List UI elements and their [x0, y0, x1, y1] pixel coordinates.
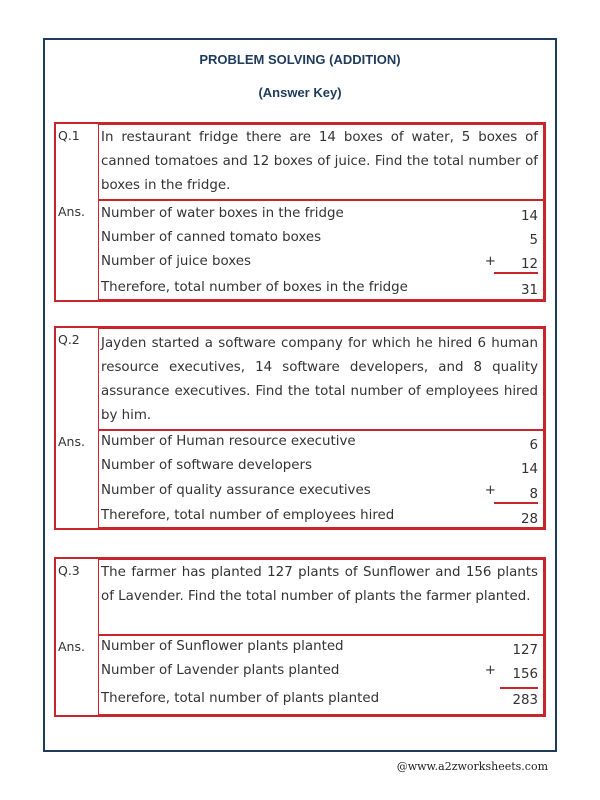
plus-sign: + — [484, 483, 496, 498]
question-block-3 — [54, 557, 546, 717]
row-label: Number of Lavender plants planted — [101, 663, 340, 678]
answer-label: Ans. — [58, 434, 85, 449]
answer-row — [101, 226, 538, 250]
total-row — [101, 504, 538, 528]
row-label: Number of software developers — [101, 458, 313, 473]
total-value: 31 — [520, 283, 538, 298]
answer-label: Ans. — [58, 639, 85, 654]
question-label: Q.2 — [58, 332, 80, 347]
row-label: Number of Human resource executive — [101, 434, 356, 449]
question-text: In restaurant fridge there are 14 boxes of water, 5 boxes of canned tomatoes and 12 boxes of juice. Find the total number of boxes in the fridge. — [101, 130, 538, 193]
answer-row — [101, 635, 538, 659]
total-label: Therefore, total number of employees hired — [101, 508, 395, 523]
plus-sign: + — [484, 254, 496, 269]
row-value: 8 — [529, 487, 538, 502]
row-value: 14 — [520, 462, 538, 477]
row-value: 12 — [520, 257, 538, 272]
question-label: Q.1 — [58, 128, 80, 143]
row-value: 14 — [520, 209, 538, 224]
total-label: Therefore, total number of boxes in the fridge — [101, 280, 408, 295]
total-row — [101, 687, 538, 711]
total-value: 28 — [520, 512, 538, 527]
row-value: 6 — [529, 438, 538, 453]
question-text: The farmer has planted 127 plants of Sunflower and 156 plants of Lavender. Find the total number of plants the farmer planted. — [101, 565, 538, 604]
answer-row — [101, 659, 538, 683]
question-block-2 — [54, 326, 546, 530]
footer-site: @www.a2zworksheets.com — [396, 760, 548, 773]
worksheet-title: PROBLEM SOLVING (ADDITION) — [199, 52, 401, 67]
row-label: Number of water boxes in the fridge — [101, 206, 344, 221]
answer-row — [101, 430, 538, 454]
question-text: Jayden started a software company for which he hired 6 human resource executives, 14 software developers, and 8 quality assurance executives. Find the total number of employees hired by him. — [101, 336, 538, 423]
row-label: Number of juice boxes — [101, 254, 252, 269]
answer-row — [101, 202, 538, 226]
row-label: Number of Sunflower plants planted — [101, 639, 344, 654]
answer-row — [101, 454, 538, 478]
row-label: Number of quality assurance executives — [101, 483, 371, 498]
plus-sign: + — [484, 663, 496, 678]
row-value: 127 — [512, 643, 538, 658]
total-value: 283 — [512, 693, 538, 708]
worksheet-subtitle: (Answer Key) — [258, 85, 342, 100]
row-label: Number of canned tomato boxes — [101, 230, 322, 245]
question-label: Q.3 — [58, 563, 80, 578]
total-label: Therefore, total number of plants planted — [101, 691, 380, 706]
answer-label: Ans. — [58, 204, 85, 219]
answer-row — [101, 479, 538, 503]
total-row — [101, 276, 538, 300]
row-value: 5 — [529, 233, 538, 248]
row-value: 156 — [512, 667, 538, 682]
question-block-1 — [54, 122, 546, 302]
answer-row — [101, 250, 538, 274]
